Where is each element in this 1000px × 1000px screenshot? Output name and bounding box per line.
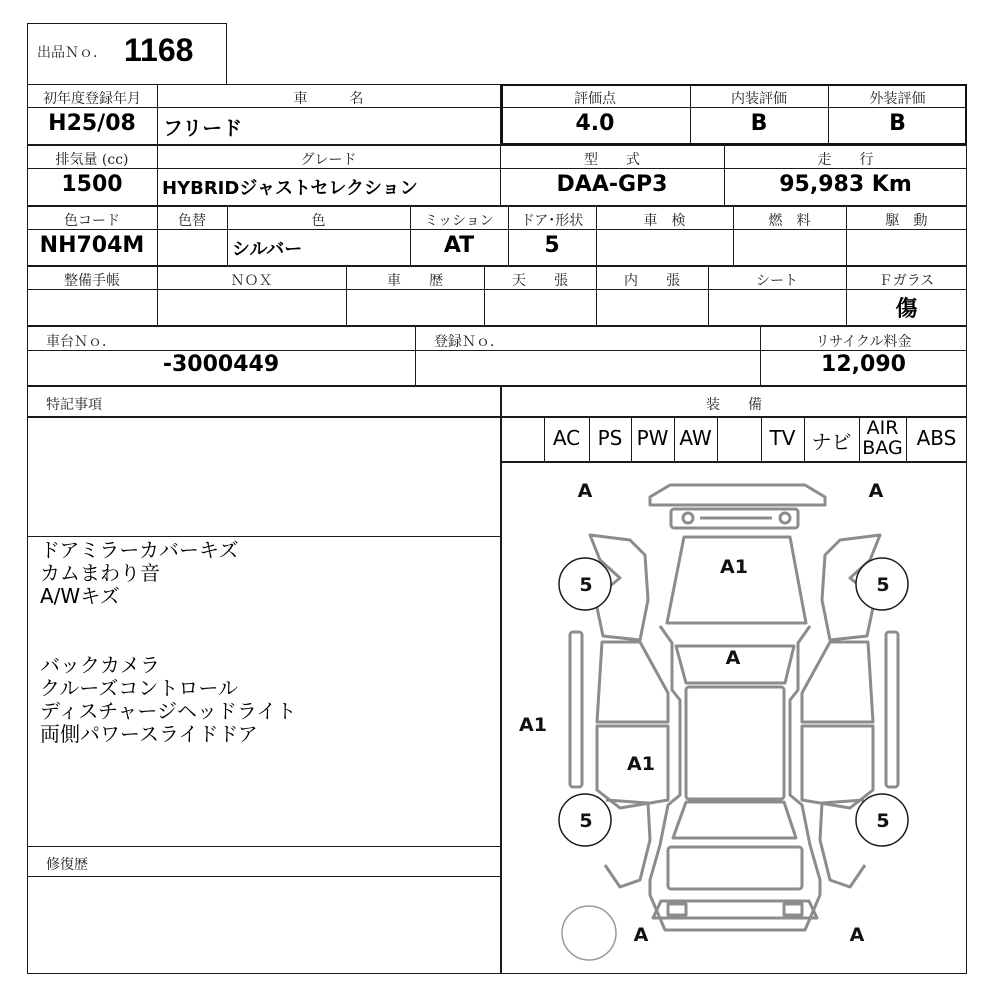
mark-left-door: A1 (627, 753, 655, 775)
transmission-label: ミッション (424, 213, 494, 229)
repaint-label: 色替 (178, 213, 206, 229)
doors-value: 5 (544, 233, 560, 258)
note-line: ドアミラーカバーキズ (40, 538, 239, 562)
mark-hood: A1 (720, 556, 748, 578)
mark-windshield: A (725, 647, 741, 669)
equip-ps: PS (597, 426, 623, 450)
interior-lining-label: 内 張 (624, 273, 680, 289)
left-front-door (597, 642, 668, 722)
mark-front-right: A (868, 480, 884, 502)
note-line: ディスチャージヘッドライト (40, 699, 297, 723)
note-line: 両側パワースライドドア (40, 722, 258, 746)
note-line: バックカメラ (40, 653, 160, 677)
equip-pw: PW (636, 426, 669, 450)
body-outline (650, 626, 820, 930)
spare-tire (562, 906, 616, 960)
car-damage-diagram (501, 462, 967, 974)
tire-front-right-value: 5 (876, 574, 890, 596)
lot-label: 出品Ｎｏ． (37, 45, 107, 61)
note-line: クルーズコントロール (40, 676, 238, 700)
fuel-label: 燃 料 (768, 213, 811, 229)
equipment-label: 装 備 (706, 397, 762, 413)
chassis-no-label: 車台Ｎｏ． (46, 334, 116, 350)
color-label: 色 (311, 213, 326, 229)
equip-abs: ABS (916, 426, 957, 450)
front-emblem (683, 513, 693, 523)
rear-hatch (668, 847, 802, 889)
tire-front-left-value: 5 (579, 574, 593, 596)
reg-no-label: 登録Ｎｏ． (434, 334, 504, 350)
left-rear-quarter (605, 800, 650, 887)
interior-label: 内装評価 (731, 91, 787, 107)
recycle-fee-label: リサイクル料金 (815, 334, 912, 350)
mark-rear-right: A (849, 924, 865, 946)
lot-number: 1168 (124, 32, 194, 68)
f-glass-value: 傷 (895, 296, 918, 322)
grade-label: グレード (300, 152, 357, 168)
notes-label: 特記事項 (46, 397, 102, 413)
front-bumper (650, 485, 825, 505)
note-line: A/Wキズ (40, 584, 120, 608)
displacement-label: 排気量 (cc) (55, 152, 129, 168)
reg-date-value: H25/08 (48, 111, 136, 136)
history-label: 車 歴 (387, 273, 443, 289)
equip-tv: TV (769, 426, 796, 450)
tire-rear-right-value: 5 (876, 810, 890, 832)
chassis-no-value: -3000449 (162, 352, 280, 377)
ceiling-label: 天 張 (512, 273, 568, 289)
score-value: 4.0 (575, 111, 615, 136)
transmission-value: AT (443, 233, 475, 258)
equip-ac: AC (552, 426, 581, 450)
interior-value: B (750, 111, 768, 136)
reg-date-label: 初年度登録年月 (43, 91, 141, 107)
score-label: 評価点 (574, 91, 616, 107)
color-code-value: NH704M (39, 233, 145, 258)
nox-label: ＮＯＸ (230, 273, 273, 289)
note-line (40, 631, 296, 654)
mileage-label: 走 行 (817, 152, 874, 168)
exterior-label: 外装評価 (869, 91, 926, 107)
color-code-label: 色コード (64, 213, 120, 229)
hood (667, 537, 806, 623)
right-front-door (802, 642, 873, 722)
service-book-label: 整備手帳 (64, 273, 120, 289)
mark-left-side: A1 (519, 714, 547, 736)
equip-navi: ナビ (811, 430, 852, 454)
mileage-value: 95,983 Km (779, 172, 912, 197)
seat-label: シート (756, 273, 798, 289)
drive-label: 駆 動 (885, 213, 928, 229)
car-name-label: 車 名 (293, 91, 364, 107)
grade-value: HYBRIDジャストセレクション (162, 178, 418, 199)
f-glass-label: Ｆガラス (878, 273, 935, 289)
notes-list (40, 539, 296, 746)
displacement-value: 1500 (61, 172, 123, 197)
note-line (40, 608, 296, 631)
repair-history-label: 修復歴 (46, 857, 88, 873)
tire-rear-left-value: 5 (579, 810, 593, 832)
equip-aw: AW (679, 426, 712, 450)
note-line: カムまわり音 (40, 561, 160, 585)
exterior-value: B (889, 111, 906, 136)
mark-rear-left: A (633, 924, 649, 946)
inspection-label: 車 検 (643, 213, 686, 229)
recycle-fee-value: 12,090 (821, 352, 906, 377)
car-name-value: フリード (163, 116, 243, 140)
model-label: 型 式 (584, 152, 640, 168)
rear-window (673, 802, 796, 838)
right-rear-door (802, 726, 873, 808)
roof (686, 687, 784, 799)
mark-front-left: A (577, 480, 593, 502)
model-value: DAA-GP3 (556, 172, 668, 197)
equip-airbag: AIR BAG (862, 417, 903, 459)
doors-label: ドア･形状 (520, 213, 584, 229)
color-value: シルバー (232, 239, 303, 260)
